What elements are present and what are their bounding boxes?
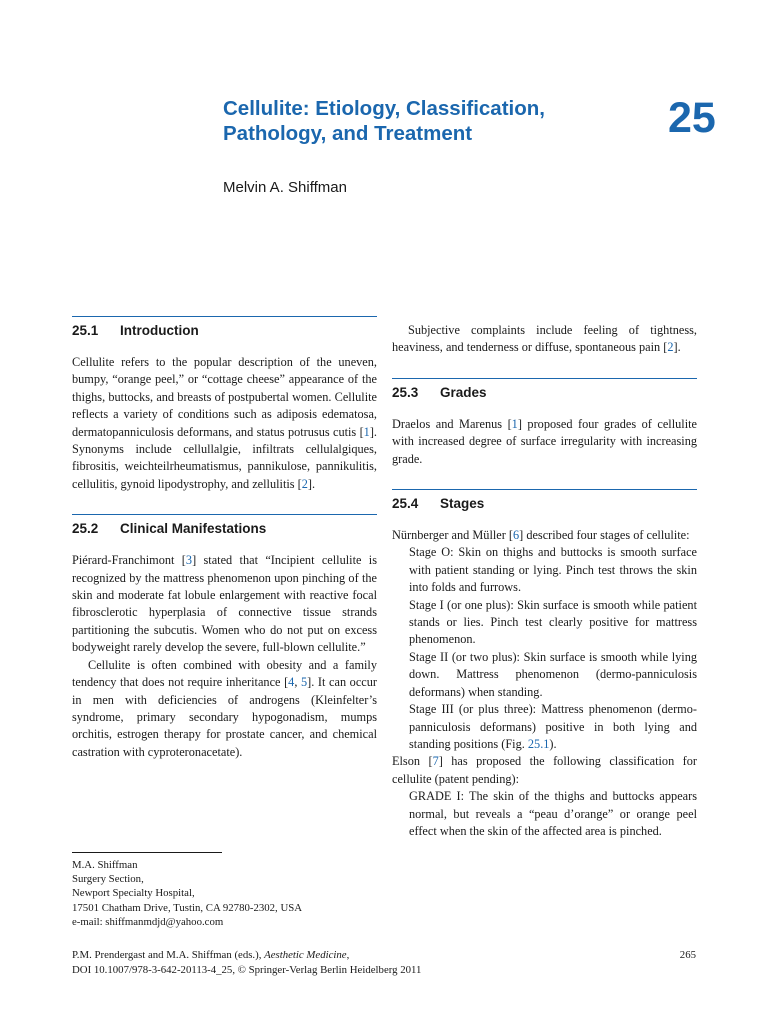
citation-link[interactable]: 3 [185, 553, 193, 568]
section-heading-stages [392, 495, 697, 513]
stage-2-item: Stage II (or two plus): Skin surface is smooth while lying down. Mattress phenomenon (dermo-panniculosis deformans) when standing. [409, 649, 697, 699]
footer-editors-line: P.M. Prendergast and M.A. Shiffman (eds.), Aesthetic Medicine, [72, 949, 350, 961]
section-number: 25.4 [392, 496, 419, 512]
footer-doi-line: DOI 10.1007/978-3-642-20113-4_25, © Springer-Verlag Berlin Heidelberg 2011 [72, 964, 422, 976]
section-rule [392, 378, 697, 379]
section-number: 25.2 [72, 521, 99, 537]
paragraph-stages-intro: Nürnberger and Müller [6] described four stages of cellulite: [392, 528, 690, 543]
stage-0-item: Stage O: Skin on thighs and buttocks is smooth surface with patient standing or lying. Pinch test throws the skin into folds and furrows. [409, 545, 697, 595]
citation-link[interactable]: 6 [513, 528, 520, 543]
section-number: 25.1 [72, 323, 99, 338]
chapter-title [223, 96, 603, 146]
paragraph-grades: Draelos and Marenus [1] proposed four grades of cellulite with increased degree of surface irregularity with increasing grade. [392, 416, 697, 466]
section-heading-introduction [72, 322, 377, 340]
paragraph-clinical-1: Piérard-Franchimont [3] stated that “Incipient cellulite is recognized by the mattress phenomenon upon pinching of the skin and moderate fat lobule enlargement with reactive focal fibrosclerotic hyperplasia of connective tissue strands partitioning the subcutis. Women who do not put on excess bodyweight rarely develop the severe, full-blown cellulite.” [72, 553, 378, 655]
section-heading-grades [392, 384, 697, 402]
author-name: Melvin A. Shiffman [223, 179, 347, 196]
paragraph-subjective-complaints: Subjective complaints include feeling of tightness, heaviness, and tenderness or diffuse, spontaneous pain [2]. [392, 323, 697, 355]
section-rule [72, 316, 377, 317]
stage-1-item: Stage I (or one plus): Skin surface is smooth while patient stands or lies. Pinch test clearly positive for mattress phenomenon. [409, 597, 697, 647]
left-column [72, 316, 377, 761]
section-title: Introduction [120, 323, 199, 338]
citation-link[interactable]: 7 [432, 754, 439, 769]
footnote-line: Surgery Section, [72, 873, 144, 886]
citation-link[interactable]: 5 [301, 675, 308, 690]
figure-link[interactable]: 25.1 [527, 736, 550, 751]
section-heading-clinical-manifestations [72, 520, 377, 538]
citation-link[interactable]: 2 [667, 340, 674, 355]
footnote-line: 17501 Chatham Drive, Tustin, CA 92780-2302, USA [72, 901, 303, 914]
footnote-line: Newport Specialty Hospital, [72, 887, 195, 900]
paragraph-introduction: Cellulite refers to the popular description of the uneven, bumpy, “orange peel,” or “cottage cheese” appearance of the thighs, buttocks, and breasts of postpubertal women. Cellulite reflects a variety of conditions such as adiposis edematosa, dermatopanniculosis deformans, and status potrusus cutis [1]. Synonyms include cellullalgie, infiltrats cellulalgiques, fibrositis, weichteilrheumatismus, pannikulose, pannikulitis, cellulitis, gynoid lipodystrophy, and zellulitis [2]. [72, 355, 377, 491]
footnote-rule [72, 852, 222, 853]
section-title: Stages [440, 496, 485, 512]
author-affiliation-footnote [72, 858, 302, 929]
citation-link[interactable]: 1 [363, 424, 370, 439]
citation-link[interactable]: 2 [301, 476, 308, 491]
section-title: Clinical Manifestations [120, 521, 267, 537]
footnote-email: e-mail: shiffmanmdjd@yahoo.com [72, 915, 224, 928]
right-column [392, 322, 697, 840]
paragraph-elson: Elson [7] has proposed the following classification for cellulite (patent pending): [392, 754, 697, 786]
citation-link[interactable]: 4 [288, 675, 295, 690]
footnote-line: M.A. Shiffman [72, 859, 138, 871]
section-rule [392, 489, 697, 490]
section-title: Grades [440, 384, 487, 400]
chapter-title-line-2: Pathology, and Treatment [223, 122, 473, 145]
citation-footer [72, 948, 421, 978]
citation-link[interactable]: 1 [511, 416, 518, 431]
section-number: 25.3 [392, 384, 419, 400]
chapter-number: 25 [668, 94, 716, 142]
section-rule [72, 514, 377, 515]
chapter-title-line-1: Cellulite: Etiology, Classification, [223, 97, 545, 120]
book-title: Aesthetic Medicine [264, 949, 347, 961]
grade-1-item: GRADE I: The skin of the thighs and buttocks appears normal, but reveals a “peau d’orange” or orange peel effect when the skin of the affected area is pinched. [409, 789, 697, 838]
paragraph-clinical-2: Cellulite is often combined with obesity and a family tendency that does not require inheritance [4, 5]. It can occur in men with deficiencies of androgens (Kleinfelter’s syndrome, primary secondary hypogonadism, mumps orchitis, estrogen therapy for prostate cancer, and chemical castration with cyproteronacetate). [72, 657, 377, 759]
page-number: 265 [679, 949, 696, 961]
stage-3-item: Stage III (or plus three): Mattress phenomenon (dermo-panniculosis deformans) positive in both lying and standing positions (Fig. 25.1). [409, 702, 697, 751]
